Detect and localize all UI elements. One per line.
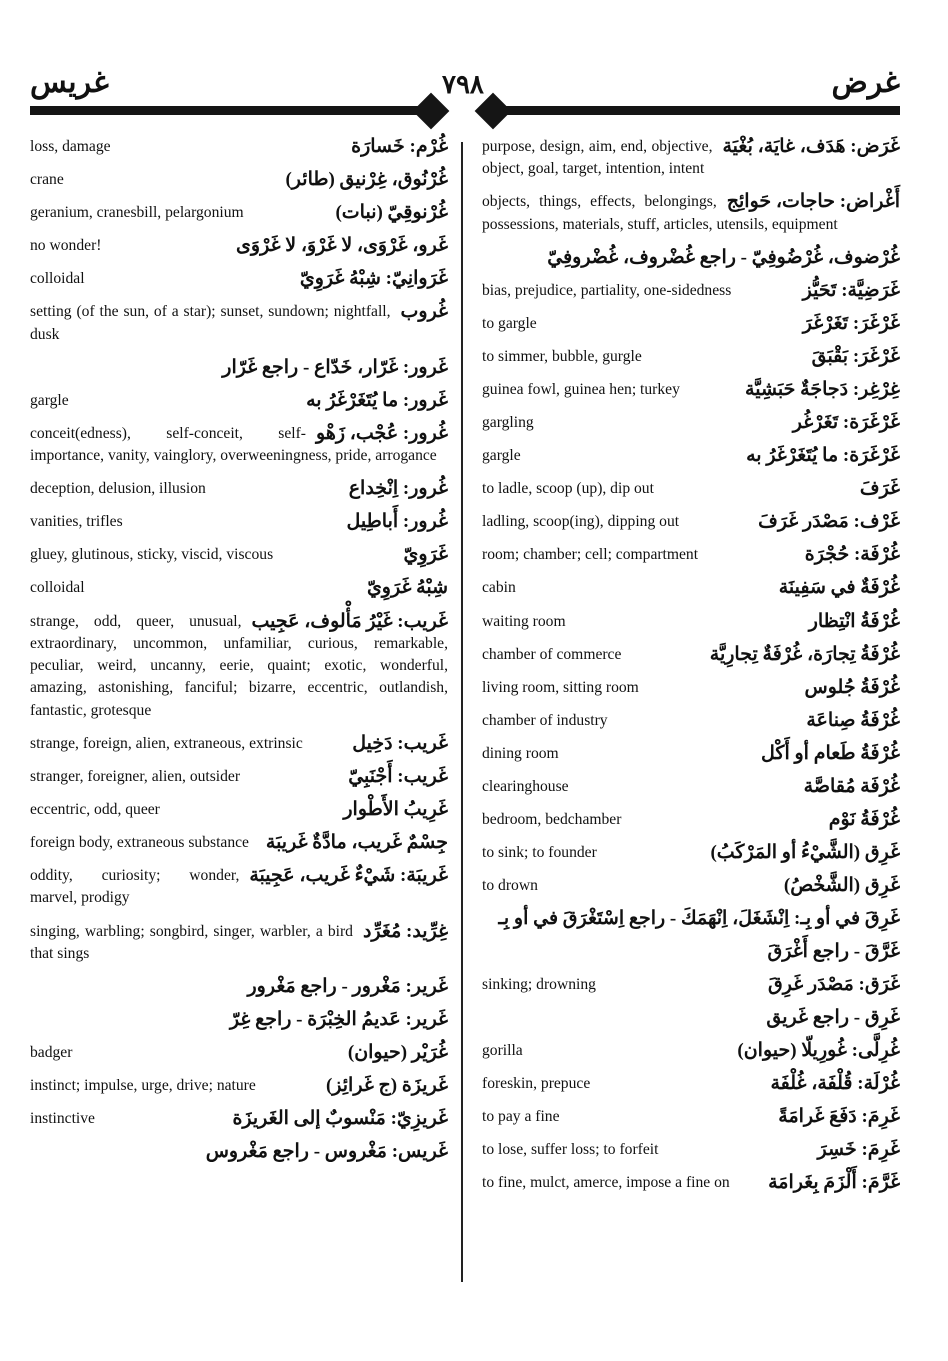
- english-definition: chamber of commerce: [482, 645, 622, 663]
- dictionary-entry: [30, 1108, 448, 1130]
- dictionary-entry: [482, 1040, 900, 1062]
- english-definition: no wonder!: [30, 237, 102, 255]
- arabic-headword: غَرَّقَ - راجع أَغْرَقَ: [767, 941, 900, 963]
- arabic-headword: غَرْف: مَصْدَر غَرَفَ: [758, 511, 900, 533]
- english-definition: sinking; drowning: [482, 975, 596, 993]
- english-definition: bedroom, bedchamber: [482, 811, 622, 829]
- english-definition: waiting room: [482, 612, 566, 630]
- arabic-headword: غُرْنُوق، غِرْنيق (طائر): [285, 169, 448, 191]
- dictionary-entry: [482, 941, 900, 963]
- dictionary-entry: [482, 710, 900, 732]
- english-definition: ladling, scoop(ing), dipping out: [482, 513, 680, 531]
- arabic-headword: غُرْفَة: حُجْرَة: [804, 544, 900, 566]
- arabic-headword: غُرْلَة: قُلْفَة، غُلْفَة: [770, 1072, 900, 1094]
- dictionary-entry: [482, 280, 900, 302]
- arabic-headword: غَرِق (الشَّخْصُ): [783, 875, 900, 897]
- english-definition: cabin: [482, 579, 516, 597]
- english-definition: badger: [30, 1043, 73, 1061]
- dictionary-entry: [30, 799, 448, 821]
- english-definition: chamber of industry: [482, 711, 608, 729]
- dictionary-entry: [482, 974, 900, 996]
- arabic-headword: غُرْفَةُ صِناعَة: [806, 709, 900, 731]
- dictionary-entry: [30, 1075, 448, 1097]
- arabic-headword: غِرِّيد: مُغَرِّد: [362, 920, 448, 942]
- english-definition: stranger, foreigner, alien, outsider: [30, 767, 241, 785]
- english-definition: strange, foreign, alien, extraneous, extrinsic: [30, 734, 303, 752]
- dictionary-entry: [482, 1139, 900, 1161]
- arabic-headword: غَرَوانِيّ: شِبْهُ غَرَوِيّ: [299, 268, 448, 290]
- english-definition: geranium, cranesbill, pelargonium: [30, 204, 244, 222]
- dictionary-entry: [30, 235, 448, 257]
- english-definition: to sink; to founder: [482, 844, 597, 862]
- english-definition: gargle: [30, 391, 69, 409]
- arabic-headword: غُرْفَةُ طَعام أو أَكْل: [761, 742, 900, 764]
- english-definition: singing, warbling; songbird, singer, warbler, a bird that sings: [30, 922, 353, 962]
- arabic-headword: غَريبَة: شَيْءٌ غَريب، عَجِيبَة: [249, 865, 448, 887]
- arabic-headword: غُرور: عُجْب، زَهْو: [316, 422, 448, 444]
- arabic-headword: غَريس: مَغْروس - راجع مَغْروس: [205, 1140, 448, 1162]
- dictionary-entry: [30, 357, 448, 379]
- english-definition: living room, sitting room: [482, 678, 639, 696]
- arabic-headword: غُرْفَةُ انْتِظار: [808, 610, 900, 632]
- english-definition: gluey, glutinous, sticky, viscid, viscous: [30, 546, 274, 564]
- dictionary-entry: [30, 268, 448, 290]
- english-definition: to lose, suffer loss; to forfeit: [482, 1141, 659, 1159]
- arabic-headword: غَرِيبُ الأَطْوار: [343, 798, 448, 820]
- arabic-headword: غَرَّمَ: أَلْزَمَ بِغَرامَة: [768, 1172, 900, 1194]
- dictionary-entry: [30, 423, 448, 468]
- dictionary-entry: [482, 577, 900, 599]
- arabic-headword: غَرِمَ: دَفَعَ غَرامَةً: [778, 1106, 900, 1128]
- english-definition: foreskin, prepuce: [482, 1074, 591, 1092]
- english-definition: colloidal: [30, 270, 85, 288]
- dictionary-entry: [30, 1141, 448, 1163]
- dictionary-entry: [482, 379, 900, 401]
- dictionary-entry: [482, 445, 900, 467]
- arabic-headword: غُرْفَة مُقاصَّة: [803, 775, 900, 797]
- english-definition: oddity, curiosity; wonder, marvel, prodigy: [30, 867, 240, 907]
- dictionary-entry: [30, 865, 448, 910]
- dictionary-entry: [482, 1172, 900, 1194]
- arabic-headword: غَرَوِيّ: [403, 544, 448, 566]
- dictionary-entry: [482, 544, 900, 566]
- arabic-headword: غَرِقَ في أو بِـ: اِنْشَغَلَ، اِنْهَمَكَ - راجع اِسْتَغْرَقَ في أو بِـ: [498, 908, 900, 930]
- dictionary-entry: [482, 908, 900, 930]
- arabic-headword: أَغْراض: حاجات، حَوائِج: [726, 191, 900, 213]
- english-definition: to gargle: [482, 314, 537, 332]
- arabic-headword: غَريب: أَجْنَبِيّ: [348, 765, 448, 787]
- dictionary-entry: [30, 544, 448, 566]
- dictionary-entry: [30, 611, 448, 722]
- dictionary-entry: [482, 478, 900, 500]
- arabic-headword: غُرَيْر (حيوان): [347, 1041, 448, 1063]
- dictionary-entry: [30, 202, 448, 224]
- english-definition: to ladle, scoop (up), dip out: [482, 480, 654, 498]
- arabic-headword: غَرَض: هَدَف، غايَة، بُغْيَة: [722, 136, 900, 157]
- arabic-headword: غَريزِيّ: مَنْسوبٌ إلى الغَريزَة: [232, 1107, 448, 1129]
- english-definition: instinct; impulse, urge, drive; nature: [30, 1076, 256, 1094]
- dictionary-entry: [30, 976, 448, 998]
- english-definition: to simmer, bubble, gurgle: [482, 347, 642, 365]
- dictionary-entry: [30, 301, 448, 346]
- dictionary-entry: [482, 412, 900, 434]
- dictionary-entry: [482, 875, 900, 897]
- english-definition: strange, odd, queer, unusual, extraordinary, uncommon, unfamiliar, curious, remarkable, peculiar, weird, uncanny, eerie, quaint; exotic, wonderful, amazing, astonishing, fanciful; bizarre, eccentric, outlandish, fantastic, grotesque: [30, 612, 448, 719]
- english-definition: room; chamber; cell; compartment: [482, 546, 699, 564]
- english-definition: guinea fowl, guinea hen; turkey: [482, 380, 680, 398]
- dictionary-entry: [30, 169, 448, 191]
- dictionary-entry: [30, 733, 448, 755]
- arabic-headword: غَرِق - راجع غَريق: [766, 1007, 900, 1029]
- arabic-headword: غَرو، غَرْوَى، لا غَرْوَ، لا غَرْوَى: [236, 235, 448, 257]
- arabic-headword: غُرْم: خَسارَة: [351, 136, 448, 157]
- english-definition: colloidal: [30, 579, 85, 597]
- header-rule-left: [30, 106, 428, 115]
- arabic-headword: غَريب: غَيْرُ مَأْلوف، عَجِيب: [251, 610, 448, 632]
- dictionary-entry: [482, 511, 900, 533]
- arabic-headword: غُرْفَةٌ في سَفِينَة: [778, 577, 900, 599]
- english-definition: gargle: [482, 447, 521, 465]
- arabic-headword: غَرور: ما يُتَغَرْغَرُ به: [306, 389, 448, 411]
- header-right-guideword: غرض: [831, 66, 900, 99]
- dictionary-entry: [482, 743, 900, 765]
- arabic-headword: غُرور: اِنْخِداع: [348, 478, 448, 500]
- dictionary-entry: [30, 766, 448, 788]
- dictionary-entry: [482, 136, 900, 181]
- arabic-headword: غَريب: دَخِيل: [352, 732, 448, 754]
- dictionary-entry: [30, 390, 448, 412]
- english-definition: deception, delusion, illusion: [30, 480, 206, 498]
- dictionary-entry: [482, 1073, 900, 1095]
- english-definition: gargling: [482, 413, 534, 431]
- dictionary-entry: [482, 247, 900, 269]
- arabic-headword: شِبْهُ غَرَوِيّ: [366, 577, 448, 599]
- arabic-headword: غَرْغَرَة: تَغَرْغُر: [792, 411, 900, 433]
- english-definition: crane: [30, 171, 64, 189]
- arabic-headword: غَرَضِيَّة: تَحَيُّز: [802, 279, 900, 301]
- arabic-headword: غَرِمَ: خَسِرَ: [817, 1139, 900, 1161]
- arabic-headword: غَرير: مَغْرور - راجع مَغْرور: [247, 975, 448, 997]
- arabic-headword: غِرْغِر: دَجاجَةٌ حَبَشِيَّة: [745, 378, 900, 400]
- english-definition: bias, prejudice, partiality, one-sidedness: [482, 281, 732, 299]
- page-number: ٧٩٨: [442, 70, 484, 99]
- dictionary-entry: [30, 1009, 448, 1031]
- dictionary-entry: [30, 136, 448, 158]
- arabic-headword: غَرَق: مَصْدَر غَرِقَ: [768, 973, 900, 995]
- arabic-headword: غُرْضوف، غُرْضُوفِيّ - راجع غُضْروف، غُضْروفِيّ: [547, 246, 900, 268]
- english-definition: conceit(edness), self-conceit, self-importance, vanity, vainglory, overweeningness, pride, arrogance: [30, 424, 437, 465]
- arabic-headword: جِسْمٌ غَريب، مادَّةٌ غَريبَة: [265, 832, 448, 854]
- arabic-headword: غَرور: غَرّار، خَدّاع - راجع غَرّار: [222, 356, 448, 378]
- arabic-headword: غُرْفَةُ نَوْم: [828, 809, 900, 831]
- arabic-headword: غُروب: [400, 301, 448, 323]
- dictionary-entry: [30, 921, 448, 966]
- dictionary-entry: [30, 832, 448, 854]
- arabic-headword: غَرِق (الشَّيْءُ أو المَرْكَبُ): [710, 842, 900, 864]
- arabic-headword: غُرْنوقِيّ (نبات): [335, 202, 448, 224]
- arabic-headword: غُرور: أَباطِيل: [346, 511, 448, 533]
- english-definition: to drown: [482, 877, 538, 895]
- dictionary-entry: [482, 1007, 900, 1029]
- english-definition: eccentric, odd, queer: [30, 800, 160, 818]
- arabic-headword: غَرير: عَديمُ الخِبْرَة - راجع غِرّ: [229, 1008, 448, 1030]
- english-definition: to pay a fine: [482, 1108, 560, 1126]
- dictionary-entry: [482, 611, 900, 633]
- arabic-headword: غَرْغَرَ: بَقْبَقَ: [811, 345, 900, 367]
- dictionary-entry: [482, 809, 900, 831]
- dictionary-entry: [482, 1106, 900, 1128]
- english-definition: loss, damage: [30, 138, 111, 155]
- dictionary-entry: [30, 577, 448, 599]
- dictionary-entry: [482, 346, 900, 368]
- right-column: [482, 136, 900, 1205]
- dictionary-entry: [30, 478, 448, 500]
- dictionary-entry: [482, 776, 900, 798]
- dictionary-entry: [482, 677, 900, 699]
- english-definition: gorilla: [482, 1041, 523, 1059]
- left-column: [30, 136, 448, 1174]
- english-definition: foreign body, extraneous substance: [30, 834, 249, 852]
- dictionary-entry: [30, 511, 448, 533]
- english-definition: setting (of the sun, of a star); sunset, sundown; nightfall, dusk: [30, 303, 391, 343]
- header-rule-right: [492, 106, 900, 115]
- english-definition: clearinghouse: [482, 777, 569, 795]
- dictionary-entry: [482, 644, 900, 666]
- dictionary-entry: [482, 191, 900, 236]
- english-definition: dining room: [482, 744, 559, 762]
- arabic-headword: غَرْغَرَة: ما يُتَغَرْغَرُ به: [746, 445, 900, 467]
- english-definition: instinctive: [30, 1109, 95, 1127]
- dictionary-entry: [482, 313, 900, 335]
- english-definition: purpose, design, aim, end, objective, object, goal, target, intention, intent: [482, 138, 713, 178]
- arabic-headword: غَرَفَ: [859, 478, 900, 500]
- arabic-headword: غُرْفَةُ تِجارَة، غُرْفَةٌ تِجارِيَّة: [709, 643, 900, 665]
- arabic-headword: غَريزَة (ج غَرائِز): [325, 1074, 448, 1096]
- arabic-headword: غُرِلَّى: غُورِيلّا (حيوان): [737, 1039, 900, 1061]
- column-divider: [461, 142, 463, 1282]
- english-definition: vanities, trifles: [30, 513, 123, 531]
- header-left-guideword: غريس: [30, 66, 109, 99]
- arabic-headword: غُرْفَةُ جُلوس: [804, 676, 900, 698]
- dictionary-entry: [482, 842, 900, 864]
- english-definition: to fine, mulct, amerce, impose a fine on: [482, 1174, 730, 1192]
- dictionary-entry: [30, 1042, 448, 1064]
- arabic-headword: غَرْغَرَ: تَغَرْغَرَ: [802, 312, 900, 334]
- english-definition: objects, things, effects, belongings, possessions, materials, stuff, articles, utensils, equipment: [482, 193, 838, 233]
